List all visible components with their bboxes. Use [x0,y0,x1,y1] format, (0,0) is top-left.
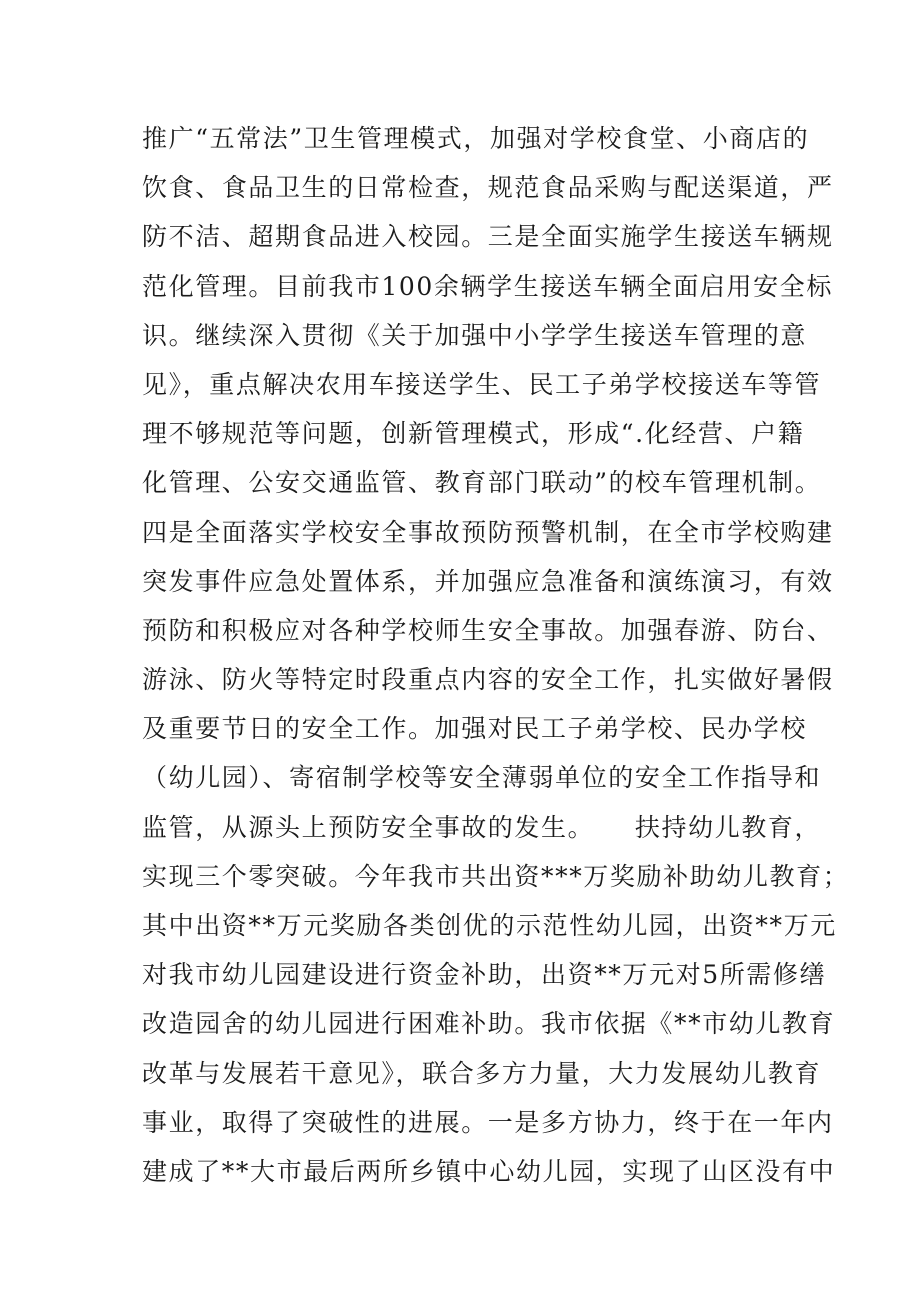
text-line-12: 游泳、防火等特定时段重点内容的安全工作，扎实做好暑假 [142,665,834,695]
text-line-6: 见》，重点解决农用车接送学生、民工子弟学校接送车等管 [142,369,822,399]
text-line-11: 预防和积极应对各种学校师生安全事故。加强春游、防台、 [142,615,834,645]
text-line-8: 化管理、公安交通监管、教育部门联动”的校车管理机制。 [142,468,822,498]
text-line-2: 饮食、食品卫生的日常检查，规范食品采购与配送渠道，严 [142,173,834,203]
text-line-18: 对我市幼儿园建设进行资金补助，出资**万元对5所需修缮 [142,960,827,990]
text-line-4: 范化管理。目前我市100余辆学生接送车辆全面启用安全标 [142,271,833,301]
text-line-22: 建成了**大市最后两所乡镇中心幼儿园，实现了山区没有中 [142,1156,836,1186]
text-line-1: 推广“五常法”卫生管理模式，加强对学校食堂、小商店的 [142,124,810,153]
text-line-16: 实现三个零突破。今年我市共出资***万奖励补助幼儿教育； [142,861,850,891]
text-line-14: （幼儿园）、寄宿制学校等安全薄弱单位的安全工作指导和 [142,763,822,793]
text-line-7: 理不够规范等问题，创新管理模式，形成“.化经营、户籍 [142,419,805,449]
text-line-17: 其中出资**万元奖励各类创优的示范性幼儿园，出资**万元 [142,911,837,940]
text-line-19: 改造园舍的幼儿园进行困难补助。我市依据《**市幼儿教育 [142,1009,836,1039]
text-line-3: 防不洁、超期食品进入校园。三是全面实施学生接送车辆规 [142,222,834,252]
text-line-9: 四是全面落实学校安全事故预防预警机制，在全市学校购建 [142,517,834,547]
text-line-13: 及重要节日的安全工作。加强对民工子弟学校、民办学校 [142,714,808,744]
body-text [142,114,850,1196]
text-line-21: 事业，取得了突破性的进展。一是多方协力，终于在一年内 [142,1107,834,1137]
text-line-20: 改革与发展若干意见》，联合多方力量，大力发展幼儿教育 [142,1058,822,1088]
text-line-10: 突发事件应急处置体系，并加强应急准备和演练演习，有效 [142,566,834,596]
text-line-5: 识。继续深入贯彻《关于加强中小学学生接送车管理的意 [142,320,808,350]
text-line-15: 监管，从源头上预防安全事故的发生。 扶持幼儿教育， [142,812,822,842]
